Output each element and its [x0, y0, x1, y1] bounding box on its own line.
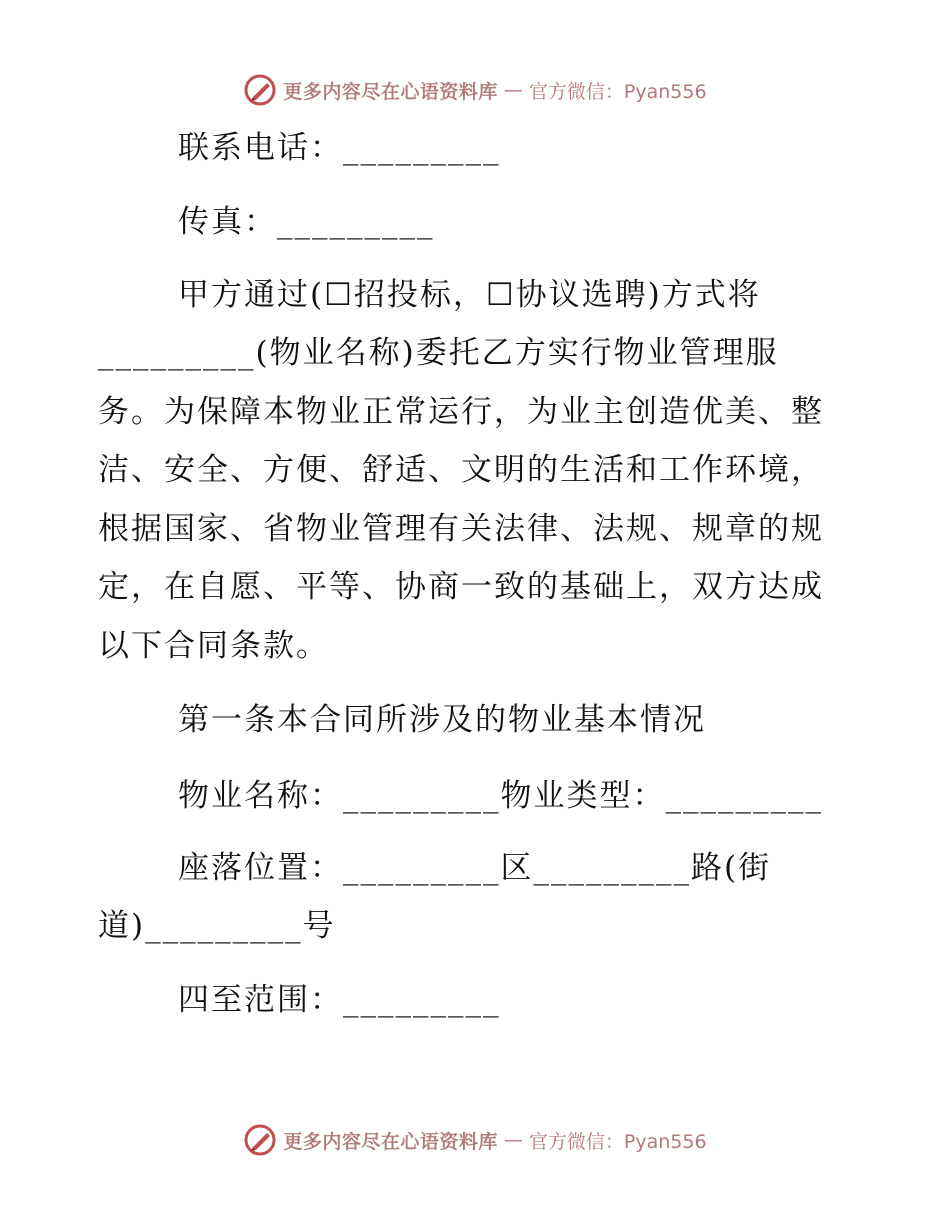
fax-line: 传真：_________ — [178, 204, 435, 240]
paragraph-line: 定，在自愿、平等、协商一致的基础上，双方达成 — [98, 569, 824, 605]
watermark-separator: — — [503, 79, 523, 101]
watermark-wechat-text: 官方微信：Pyan556 — [528, 80, 707, 103]
boundary-line: 四至范围：_________ — [178, 982, 501, 1018]
location-line-continued: 道)_________号 — [98, 908, 336, 944]
watermark-site-text: 更多内容尽在心语资料库 — [283, 80, 498, 103]
article-heading: 第一条本合同所涉及的物业基本情况 — [178, 702, 706, 738]
watermark-separator: — — [503, 1129, 523, 1151]
header-watermark — [0, 72, 950, 108]
paragraph-line: 甲方通过(☐招投标，☐协议选聘)方式将 — [178, 277, 761, 313]
paragraph-line: 根据国家、省物业管理有关法律、法规、规章的规 — [98, 511, 824, 547]
location-line: 座落位置：_________区_________路(街 — [178, 850, 772, 886]
pen-logo-icon — [243, 73, 277, 107]
contact-phone-line: 联系电话：_________ — [178, 130, 501, 166]
paragraph-line: 务。为保障本物业正常运行，为业主创造优美、整 — [98, 394, 824, 430]
watermark-site-text: 更多内容尽在心语资料库 — [283, 1130, 498, 1153]
watermark-wechat-text: 官方微信：Pyan556 — [528, 1130, 707, 1153]
paragraph-line: _________(物业名称)委托乙方实行物业管理服 — [98, 335, 779, 371]
footer-watermark — [0, 1122, 950, 1158]
paragraph-line: 以下合同条款。 — [98, 628, 329, 664]
property-name-type-line: 物业名称：_________物业类型：_________ — [178, 778, 823, 814]
paragraph-line: 洁、安全、方便、舒适、文明的生活和工作环境， — [98, 452, 824, 488]
pen-logo-icon — [243, 1123, 277, 1157]
